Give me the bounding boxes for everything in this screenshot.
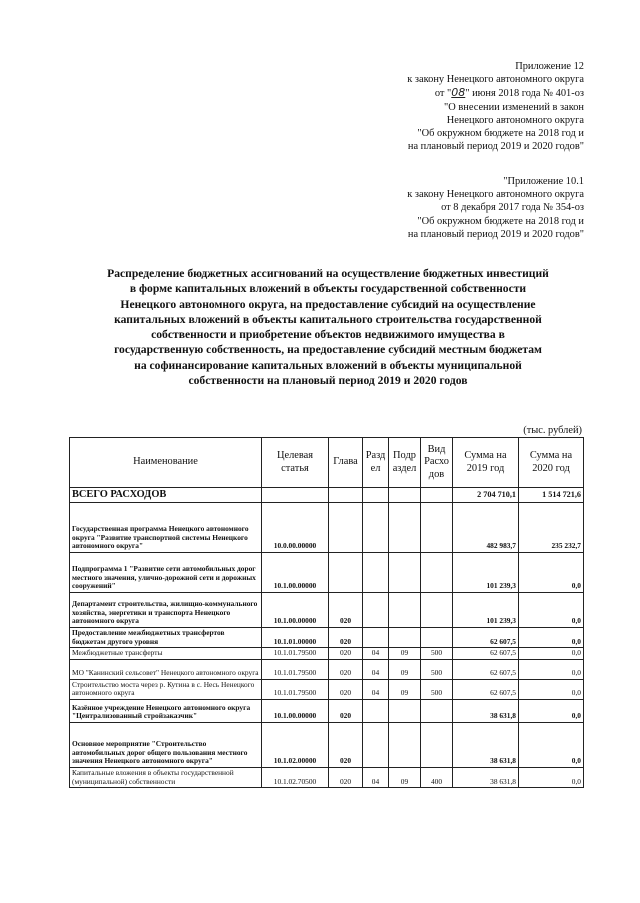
cell-name: Капитальные вложения в объекты государственной (муниципальной) собственности — [70, 767, 262, 787]
cell-sum-2019: 2 704 710,1 — [453, 488, 519, 503]
table-row — [70, 593, 584, 628]
cell-sum-2020: 0,0 — [519, 659, 584, 679]
cell-section — [363, 488, 389, 503]
appendix-12-line: Ненецкого автономного округа — [446, 114, 584, 126]
cell-target — [262, 488, 329, 503]
units-label: (тыс. рублей) — [523, 425, 582, 436]
header-name: Наименование — [70, 438, 262, 488]
table-row — [70, 648, 584, 660]
title-line: Распределение бюджетных ассигнований на осуществление бюджетных инвестиций — [107, 267, 549, 280]
cell-subsection: 09 — [389, 659, 421, 679]
table-row — [70, 767, 584, 787]
cell-sum-2019: 101 239,3 — [453, 553, 519, 593]
table-row — [70, 503, 584, 553]
cell-sum-2019: 62 607,5 — [453, 628, 519, 648]
cell-section — [363, 722, 389, 767]
appendix-12-block — [407, 60, 584, 153]
cell-name: МО "Канинский сельсовет" Ненецкого автономного округа — [70, 659, 262, 679]
cell-sum-2019: 62 607,5 — [453, 679, 519, 699]
cell-section — [363, 593, 389, 628]
cell-subsection — [389, 488, 421, 503]
appendix-10-1-line: на плановый период 2019 и 2020 годов" — [407, 228, 584, 240]
cell-name: Казённое учреждение Ненецкого автономного округа "Централизованный стройзаказчик" — [70, 699, 262, 722]
cell-expense-type: 500 — [421, 679, 453, 699]
table-row — [70, 659, 584, 679]
cell-section — [363, 699, 389, 722]
cell-chapter: 020 — [329, 659, 363, 679]
appendix-10-1-line: "Об окружном бюджете на 2018 год и — [417, 215, 584, 227]
title-line: собственности и приобретение объектов недвижимого имущества в — [151, 328, 505, 342]
title-line: Ненецкого автономного округа, на предоставление субсидий на осуществление — [120, 297, 536, 311]
cell-target: 10.1.02.00000 — [262, 722, 329, 767]
cell-subsection: 09 — [389, 679, 421, 699]
cell-sum-2020: 235 232,7 — [519, 503, 584, 553]
appendix-12-line: "Об окружном бюджете на 2018 год и — [417, 128, 584, 140]
cell-sum-2019: 101 239,3 — [453, 593, 519, 628]
cell-section — [363, 628, 389, 648]
header-section: Разд ел — [363, 438, 389, 488]
cell-chapter — [329, 503, 363, 553]
document-title — [68, 266, 588, 388]
cell-expense-type — [421, 553, 453, 593]
cell-subsection — [389, 553, 421, 593]
cell-sum-2020: 0,0 — [519, 648, 584, 660]
budget-table — [69, 437, 584, 788]
cell-target: 10.1.01.79500 — [262, 679, 329, 699]
cell-section: 04 — [363, 659, 389, 679]
cell-subsection: 09 — [389, 648, 421, 660]
appendix-12-date-line — [407, 86, 584, 100]
table-row — [70, 553, 584, 593]
cell-chapter — [329, 488, 363, 503]
table-row — [70, 488, 584, 503]
cell-target: 10.1.01.79500 — [262, 659, 329, 679]
cell-chapter: 020 — [329, 628, 363, 648]
cell-sum-2019: 62 607,5 — [453, 648, 519, 660]
date-suffix: " июня 2018 года № 401-оз — [465, 88, 584, 100]
cell-target: 10.1.01.79500 — [262, 648, 329, 660]
cell-name: Подпрограмма 1 "Развитие сети автомобильных дорог местного значения, улично-дорожной сети и дорожных сооружений" — [70, 553, 262, 593]
title-line: государственную собственность, на предоставление субсидий местным бюджетам — [114, 343, 542, 357]
cell-sum-2020: 0,0 — [519, 553, 584, 593]
cell-section: 04 — [363, 648, 389, 660]
cell-chapter: 020 — [329, 722, 363, 767]
appendix-12-line: Приложение 12 — [515, 61, 584, 72]
cell-name: Предоставление межбюджетных трансфертов бюджетам другого уровня — [70, 628, 262, 648]
title-line: капитальных вложений в объекты капитального строительства государственной — [114, 312, 542, 326]
appendix-10-1-line: от 8 декабря 2017 года № 354-оз — [441, 202, 584, 214]
header-sum-2019: Сумма на 2019 год — [453, 438, 519, 488]
header-expense-type: Вид Расхо дов — [421, 438, 453, 488]
cell-name: Государственная программа Ненецкого автономного округа "Развитие транспортной системы Ненецкого автономного округа" — [70, 503, 262, 553]
cell-sum-2020: 0,0 — [519, 767, 584, 787]
cell-sum-2019: 38 631,8 — [453, 767, 519, 787]
cell-sum-2019: 62 607,5 — [453, 659, 519, 679]
cell-section — [363, 503, 389, 553]
cell-target: 10.0.00.00000 — [262, 503, 329, 553]
table-row — [70, 699, 584, 722]
cell-sum-2020: 0,0 — [519, 699, 584, 722]
title-line: на софинансирование капитальных вложений в объекты муниципальной — [134, 358, 522, 372]
cell-chapter: 020 — [329, 648, 363, 660]
cell-expense-type — [421, 488, 453, 503]
cell-subsection — [389, 628, 421, 648]
table-row — [70, 722, 584, 767]
cell-subsection — [389, 722, 421, 767]
cell-subsection — [389, 593, 421, 628]
cell-expense-type — [421, 628, 453, 648]
handwritten-day: 08 — [451, 86, 466, 100]
cell-section: 04 — [363, 679, 389, 699]
cell-expense-type: 500 — [421, 659, 453, 679]
cell-chapter: 020 — [329, 593, 363, 628]
appendix-12-line: "О внесении изменений в закон — [444, 101, 584, 113]
appendix-12-line: к закону Ненецкого автономного округа — [407, 74, 584, 86]
cell-name: Департамент строительства, жилищно-коммунального хозяйства, энергетики и транспорта Ненецкого автономного округа — [70, 593, 262, 628]
table-row — [70, 628, 584, 648]
cell-sum-2020: 0,0 — [519, 679, 584, 699]
header-target: Целевая статья — [262, 438, 329, 488]
cell-sum-2020: 1 514 721,6 — [519, 488, 584, 503]
date-prefix: от " — [434, 88, 452, 100]
cell-sum-2019: 38 631,8 — [453, 699, 519, 722]
appendix-12-line: на плановый период 2019 и 2020 годов" — [407, 141, 584, 153]
header-chapter: Глава — [329, 438, 363, 488]
cell-subsection: 09 — [389, 767, 421, 787]
cell-expense-type — [421, 699, 453, 722]
title-line: в форме капитальных вложений в объекты государственной собственности — [129, 282, 527, 296]
cell-expense-type — [421, 503, 453, 553]
cell-name: Межбюджетные трансферты — [70, 648, 262, 660]
cell-chapter: 020 — [329, 767, 363, 787]
appendix-10-1-line: к закону Ненецкого автономного округа — [407, 189, 584, 201]
cell-target: 10.1.00.00000 — [262, 593, 329, 628]
cell-name: Основное мероприятие "Строительство автомобильных дорог общего пользования местного значения Ненецкого автономного округа" — [70, 722, 262, 767]
cell-chapter: 020 — [329, 699, 363, 722]
cell-sum-2020: 0,0 — [519, 593, 584, 628]
cell-sum-2019: 482 983,7 — [453, 503, 519, 553]
cell-subsection — [389, 699, 421, 722]
header-sum-2020: Сумма на 2020 год — [519, 438, 584, 488]
cell-section: 04 — [363, 767, 389, 787]
title-line: собственности на плановый период 2019 и 2020 годов — [188, 374, 468, 388]
cell-expense-type — [421, 593, 453, 628]
cell-subsection — [389, 503, 421, 553]
header-subsection: Подр аздел — [389, 438, 421, 488]
cell-expense-type — [421, 722, 453, 767]
cell-target: 10.1.01.00000 — [262, 628, 329, 648]
appendix-10-1-line: "Приложение 10.1 — [503, 176, 584, 187]
table-row — [70, 679, 584, 699]
cell-sum-2020: 0,0 — [519, 628, 584, 648]
cell-target: 10.1.00.00000 — [262, 553, 329, 593]
cell-section — [363, 553, 389, 593]
cell-name: Строительство моста через р. Кутина в с. Несь Ненецкого автономного округа — [70, 679, 262, 699]
cell-sum-2020: 0,0 — [519, 722, 584, 767]
cell-target: 10.1.02.70500 — [262, 767, 329, 787]
cell-expense-type: 500 — [421, 648, 453, 660]
cell-sum-2019: 38 631,8 — [453, 722, 519, 767]
cell-chapter — [329, 553, 363, 593]
cell-expense-type: 400 — [421, 767, 453, 787]
cell-target: 10.1.00.00000 — [262, 699, 329, 722]
cell-name: ВСЕГО РАСХОДОВ — [70, 488, 262, 503]
table-header-row — [70, 438, 584, 488]
appendix-10-1-block — [407, 175, 584, 241]
cell-chapter: 020 — [329, 679, 363, 699]
